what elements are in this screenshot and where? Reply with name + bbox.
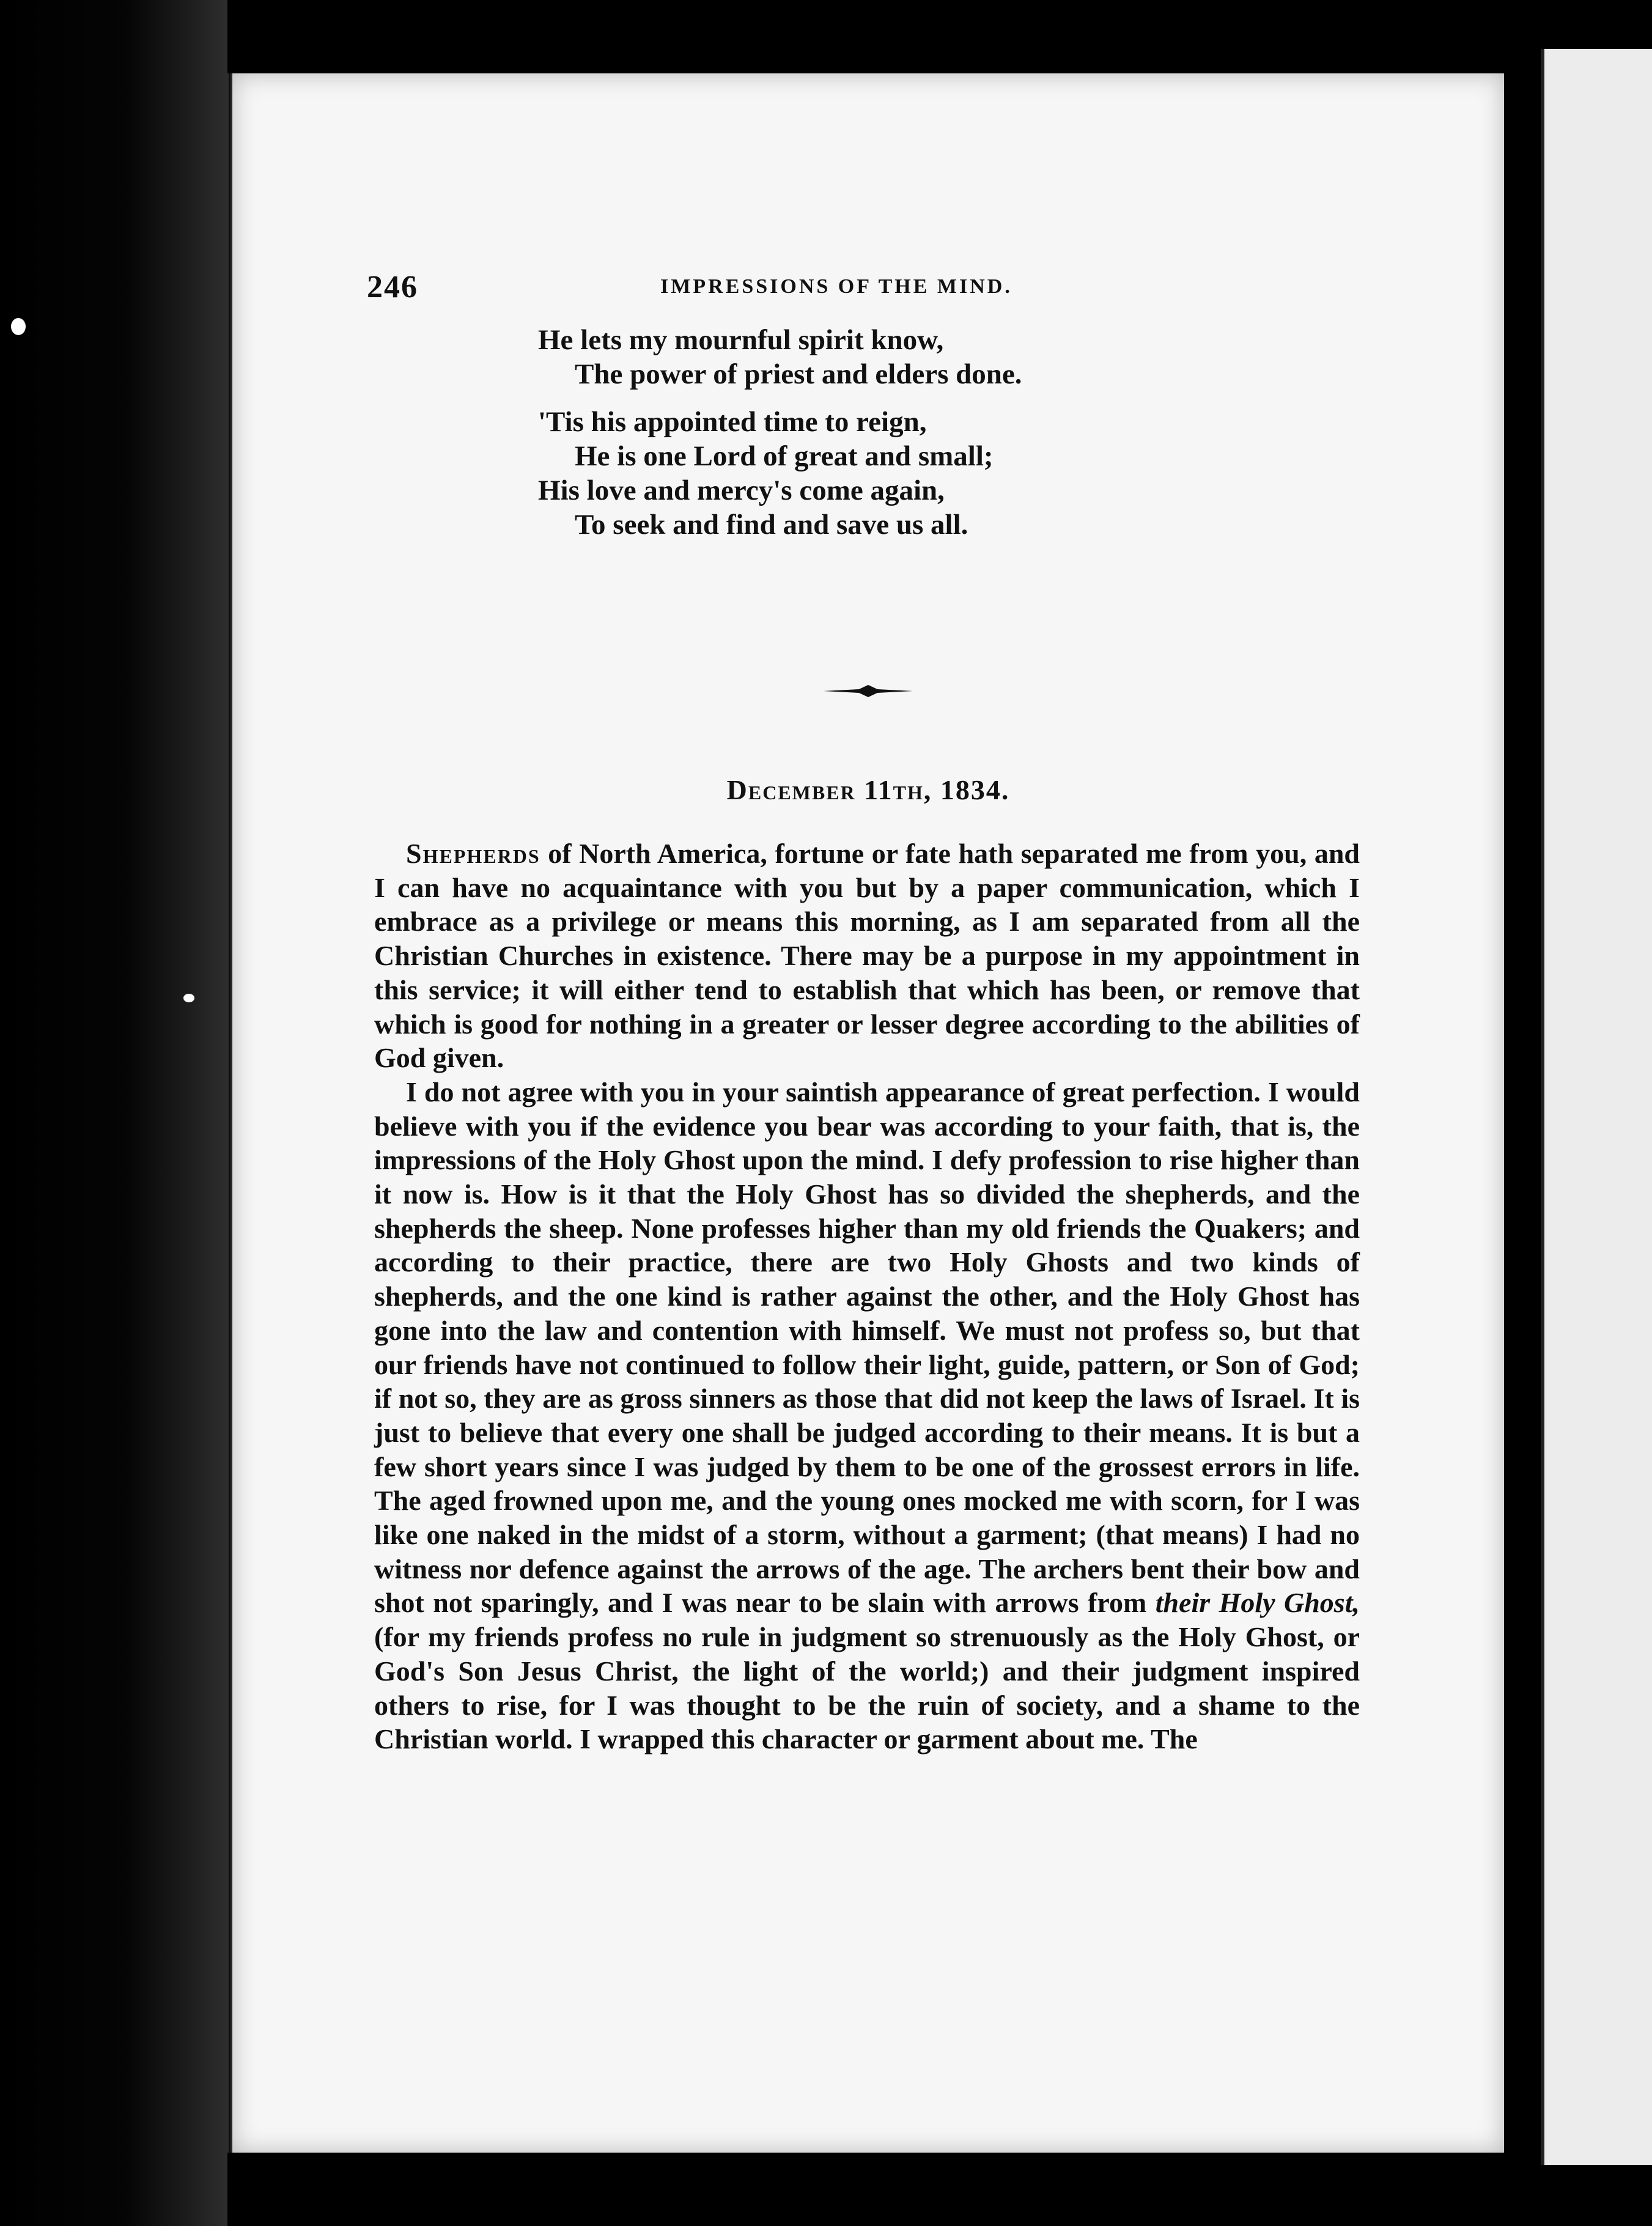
scan-dark-margin xyxy=(0,0,227,2226)
poem-line: He is one Lord of great and small; xyxy=(575,440,994,472)
page-number: 246 xyxy=(367,270,418,305)
scan-speck xyxy=(183,994,194,1002)
date-heading: December 11th, 1834. xyxy=(726,774,1010,805)
poem-line: He lets my mournful spirit know, xyxy=(538,324,944,356)
italic-text: their Holy Ghost, xyxy=(1155,1587,1360,1619)
paragraph xyxy=(374,1075,1360,1756)
poem xyxy=(538,323,1272,542)
lead-word: Shepherds xyxy=(406,838,540,869)
paragraph-text: of North America, fortune or fate hath separated me from you, and I can have no acquaintance with you but by a paper communication, which I embrace as a privilege or means this morning, as I am separated from all the Christian Churches in existence. There may be a purpose in my appointment in this service; it will either tend to establish that which has been, or remove that which is good for nothing in a greater or lesser degree according to the abilities of God given. xyxy=(374,838,1360,1074)
paragraph-text: (for my friends profess no rule in judgment so strenuously as the Holy Ghost, or God's Son Jesus Christ, the light of the world;) and their judgment inspired others to rise, for I was thought to be the ruin of society, and a shame to the Christian world. I wrapped this character or garment about me. The xyxy=(374,1621,1360,1755)
running-head: IMPRESSIONS OF THE MIND. xyxy=(660,275,1012,298)
book-page xyxy=(232,73,1504,2153)
poem-line: His love and mercy's come again, xyxy=(538,475,945,506)
paragraph xyxy=(374,837,1360,1075)
poem-line: To seek and find and save us all. xyxy=(575,509,968,541)
section-divider-ornament xyxy=(822,684,914,698)
page-header xyxy=(367,269,1357,306)
paragraph-text: I do not agree with you in your saintish appearance of great perfection. I would believe with you if the evidence you bear was according to your faith, that is, the impressions of the Holy Ghost upon the mind. I defy profession to rise higher than it now is. How is it that the Holy Ghost has so divided the shepherds, and the shepherds the sheep. None professes higher than my old friends the Quakers; and according to their practice, there are two Holy Ghosts and two kinds of shepherds, and the one kind is rather against the other, and the Holy Ghost has gone into the law and contention with himself. We must not profess so, but that our friends have not continued to follow their light, guide, pattern, or Son of God; if not so, they are as gross sinners as those that did not keep the laws of Israel. It is just to believe that every one shall be judged according to their means. It is but a few short years since I was judged by them to be one of the grossest errors in life. The aged frowned upon me, and the young ones mocked me with scorn, for I was like one naked in the midst of a storm, without a garment; (that means) I had no witness nor defence against the arrows of the age. The archers bent their bow and shot not sparingly, and I was near to be slain with arrows from xyxy=(374,1076,1360,1619)
poem-line: 'Tis his appointed time to reign, xyxy=(538,406,927,438)
body-text xyxy=(374,837,1360,1756)
poem-line: The power of priest and elders done. xyxy=(575,358,1022,390)
scan-speck xyxy=(11,318,26,335)
facing-page-edge xyxy=(1541,49,1652,2165)
